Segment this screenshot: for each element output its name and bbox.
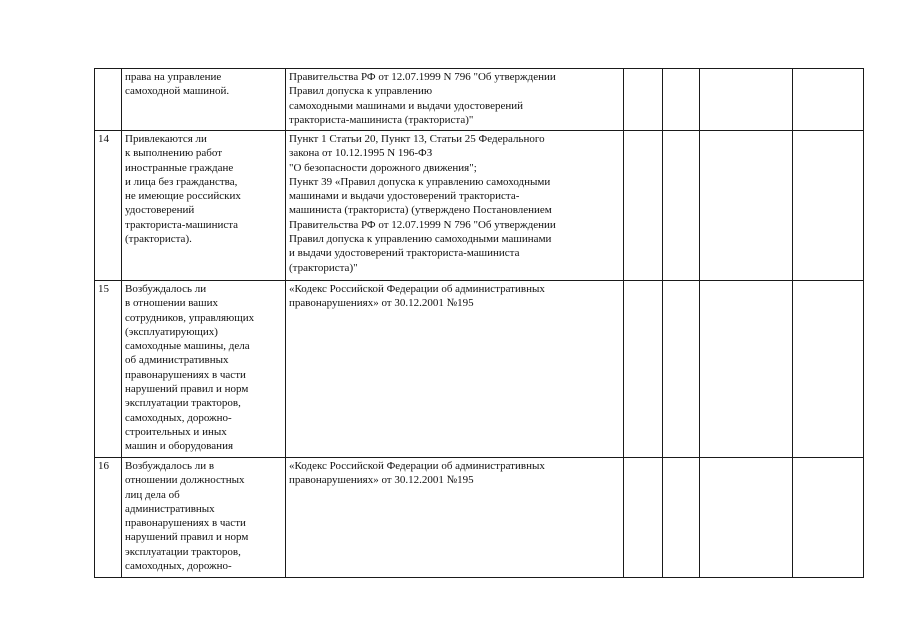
basis-line: тракториста-машиниста (тракториста)": [289, 113, 474, 126]
basis-line: Правил допуска к управлению самоходными машинами: [289, 233, 552, 246]
not-applicable-cell: [700, 131, 793, 281]
question-line: лиц дела об: [125, 488, 180, 501]
answer-yes-cell: [624, 69, 663, 131]
question-line: эксплуатации тракторов,: [125, 545, 241, 558]
row-number: 16: [95, 458, 122, 578]
checklist-table: [94, 68, 864, 578]
question-line: об административных: [125, 354, 229, 367]
answer-yes-cell: [624, 458, 663, 578]
answer-no-cell: [663, 131, 700, 281]
question-line: права на управление: [125, 71, 222, 83]
basis-line: Пункт 39 «Правил допуска к управлению самоходными: [289, 175, 551, 188]
basis-line: Правительства РФ от 12.07.1999 N 796 "Об утверждении: [289, 218, 556, 231]
note-cell: [793, 131, 864, 281]
question-line: (тракториста).: [125, 233, 192, 246]
question-line: машин и оборудования: [125, 440, 234, 453]
basis-line: «Кодекс Российской Федерации об административных: [289, 283, 545, 295]
question-line: (эксплуатирующих): [125, 325, 218, 338]
question-line: самоходных, дорожно-: [125, 411, 232, 424]
answer-yes-cell: [624, 131, 663, 281]
answer-yes-cell: [624, 281, 663, 458]
question-line: самоходной машиной.: [125, 85, 230, 98]
basis-line: (тракториста)": [289, 261, 358, 274]
legal-basis-cell: [286, 131, 624, 281]
table-row: [95, 69, 864, 131]
question-line: не имеющие российских: [125, 190, 241, 203]
legal-basis-cell: [286, 69, 624, 131]
not-applicable-cell: [700, 69, 793, 131]
basis-line: Правительства РФ от 12.07.1999 N 796 "Об утверждении: [289, 71, 556, 83]
question-line: Привлекаются ли: [125, 133, 207, 145]
basis-line: правонарушениях» от 30.12.2001 №195: [289, 297, 474, 310]
question-line: тракториста-машиниста: [125, 218, 239, 231]
row-number: 15: [95, 281, 122, 458]
question-line: эксплуатации тракторов,: [125, 397, 241, 410]
table-row: [95, 458, 864, 578]
basis-line: и выдачи удостоверений тракториста-машиниста: [289, 247, 520, 260]
basis-line: Пункт 1 Статьи 20, Пункт 13, Статьи 25 Федерального: [289, 133, 545, 145]
question-line: нарушений правил и норм: [125, 531, 249, 544]
question-cell: [122, 131, 286, 281]
basis-line: машинами и выдачи удостоверений тракториста-: [289, 190, 520, 203]
question-line: административных: [125, 502, 215, 515]
legal-basis-cell: [286, 281, 624, 458]
note-cell: [793, 69, 864, 131]
table-row: [95, 281, 864, 458]
question-line: правонарушениях в части: [125, 517, 246, 530]
question-line: самоходных, дорожно-: [125, 560, 232, 573]
question-line: нарушений правил и норм: [125, 383, 249, 396]
answer-no-cell: [663, 69, 700, 131]
question-line: отношении должностных: [125, 474, 245, 487]
basis-line: закона от 10.12.1995 N 196-ФЗ: [289, 147, 433, 160]
table-row: [95, 131, 864, 281]
answer-no-cell: [663, 281, 700, 458]
basis-line: «Кодекс Российской Федерации об административных: [289, 460, 545, 472]
basis-line: Правил допуска к управлению: [289, 85, 433, 98]
question-line: в отношении ваших: [125, 297, 219, 310]
basis-line: машиниста (тракториста) (утверждено Постановлением: [289, 204, 552, 217]
basis-line: "О безопасности дорожного движения";: [289, 161, 477, 174]
note-cell: [793, 281, 864, 458]
question-line: и лица без гражданства,: [125, 175, 238, 188]
question-line: к выполнению работ: [125, 147, 223, 160]
question-line: иностранные граждане: [125, 161, 234, 174]
question-cell: [122, 69, 286, 131]
question-line: сотрудников, управляющих: [125, 311, 255, 324]
legal-basis-cell: [286, 458, 624, 578]
question-cell: [122, 281, 286, 458]
not-applicable-cell: [700, 281, 793, 458]
question-cell: [122, 458, 286, 578]
question-line: самоходные машины, дела: [125, 340, 250, 353]
not-applicable-cell: [700, 458, 793, 578]
question-line: удостоверений: [125, 204, 195, 217]
row-number: 14: [95, 131, 122, 281]
question-line: правонарушениях в части: [125, 368, 246, 381]
answer-no-cell: [663, 458, 700, 578]
question-line: Возбуждалось ли в: [125, 460, 215, 472]
question-line: Возбуждалось ли: [125, 283, 207, 295]
basis-line: самоходными машинами и выдачи удостоверений: [289, 99, 524, 112]
basis-line: правонарушениях» от 30.12.2001 №195: [289, 474, 474, 487]
row-number: [95, 69, 122, 131]
note-cell: [793, 458, 864, 578]
question-line: строительных и иных: [125, 425, 227, 438]
